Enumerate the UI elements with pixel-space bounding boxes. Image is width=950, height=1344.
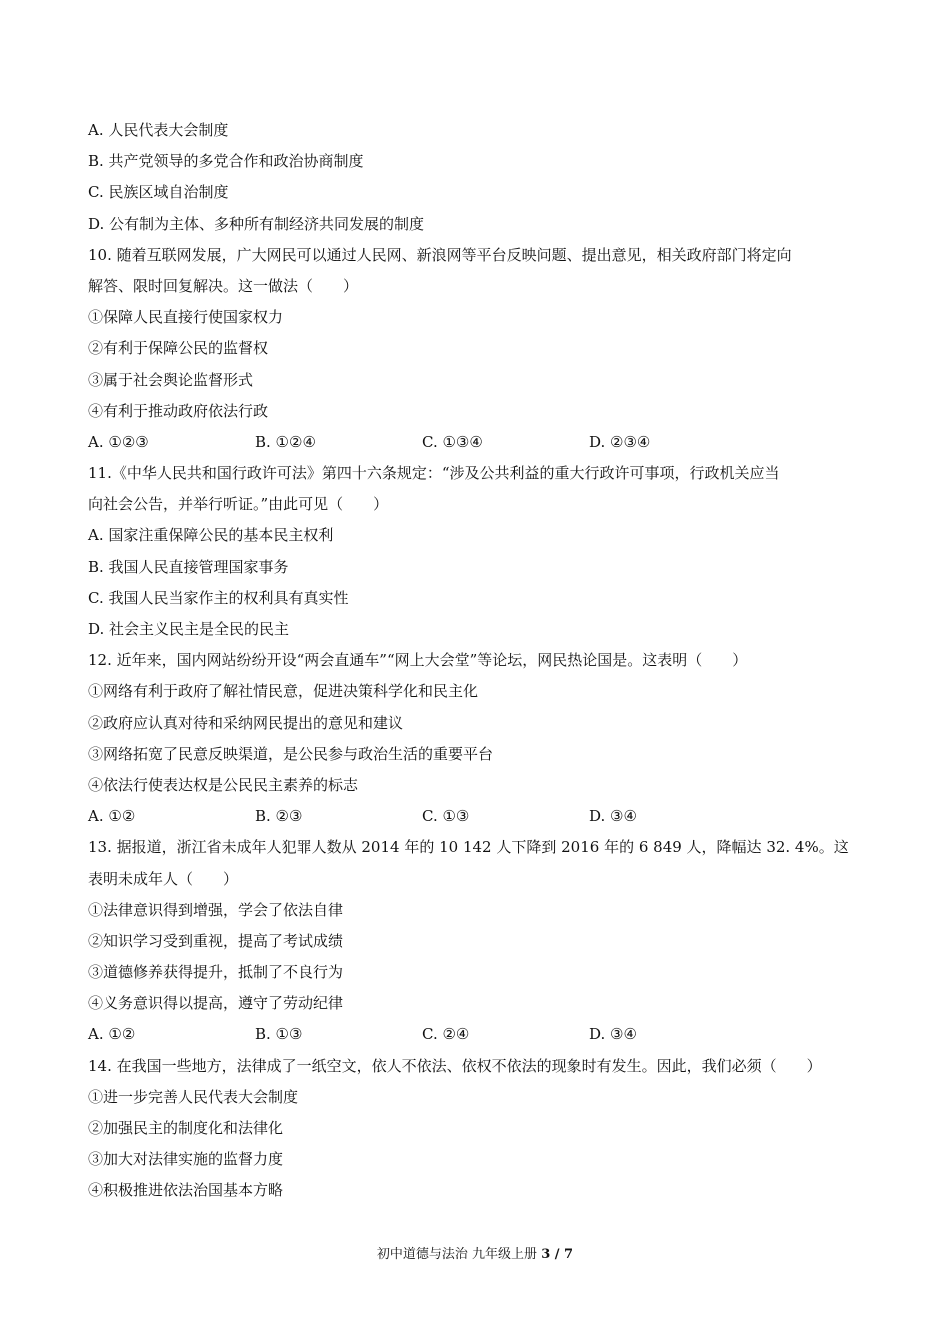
q9-option-c: C. 民族区域自治制度 — [88, 183, 229, 202]
q12-choice-b: B. ②③ — [255, 807, 303, 826]
q13-item-3: ③道德修养获得提升，抵制了不良行为 — [88, 963, 344, 982]
q13-choice-a: A. ①② — [88, 1025, 136, 1044]
q11-option-b: B. 我国人民直接管理国家事务 — [88, 557, 289, 576]
q10-choices — [88, 427, 868, 458]
q12-item-4: ④依法行使表达权是公民民主素养的标志 — [88, 775, 359, 794]
q10-item-1: ①保障人民直接行使国家权力 — [88, 308, 284, 327]
q13-item-4: ④义务意识得以提高，遵守了劳动纪律 — [88, 994, 344, 1013]
page-number: 3 / 7 — [541, 1247, 574, 1262]
q14-item-3: ③加大对法律实施的监督力度 — [88, 1150, 284, 1169]
q12-stem: 12. 近年来，国内网站纷纷开设“两会直通车”“网上大会堂”等论坛，网民热论国是。这表明（ ） — [88, 651, 748, 670]
q11-stem-line2: 向社会公告，并举行听证。”由此可见（ ） — [88, 495, 389, 514]
q10-choice-d: D. ②③④ — [589, 432, 651, 451]
q14-item-2: ②加强民主的制度化和法律化 — [88, 1119, 284, 1137]
page-footer — [0, 1243, 950, 1262]
q9-option-d: D. 公有制为主体、多种所有制经济共同发展的制度 — [88, 214, 425, 233]
q10-stem-line1: 10. 随着互联网发展，广大网民可以通过人民网、新浪网等平台反映问题、提出意见，相关政府部门将定向 — [88, 245, 792, 264]
q11-option-c: C. 我国人民当家作主的权利具有真实性 — [88, 588, 349, 607]
q12-choices — [88, 801, 868, 832]
q13-stem-line1: 13. 据报道，浙江省未成年人犯罪人数从 2014 年的 10 142 人下降到 2016 年的 6 849 人，降幅达 32. 4%。这 — [88, 838, 849, 857]
q10-item-2: ②有利于保障公民的监督权 — [88, 339, 269, 358]
footer-label: 初中道德与法治 九年级上册 — [376, 1247, 538, 1262]
q13-item-2: ②知识学习受到重视，提高了考试成绩 — [88, 931, 344, 950]
q14-item-1: ①进一步完善人民代表大会制度 — [88, 1087, 299, 1106]
q13-item-1: ①法律意识得到增强，学会了依法自律 — [88, 900, 344, 919]
q12-choice-c: C. ①③ — [422, 807, 470, 826]
q12-item-2: ②政府应认真对待和采纳网民提出的意见和建议 — [88, 713, 404, 732]
q14-item-4: ④积极推进依法治国基本方略 — [88, 1181, 284, 1200]
q10-stem-line2: 解答、限时回复解决。这一做法（ ） — [88, 276, 359, 295]
q12-item-3: ③网络拓宽了民意反映渠道，是公民参与政治生活的重要平台 — [88, 744, 494, 763]
q12-choice-a: A. ①② — [88, 807, 136, 826]
q13-choice-b: B. ①③ — [255, 1025, 303, 1044]
question-content — [88, 115, 868, 1207]
q13-choice-c: C. ②④ — [422, 1025, 470, 1044]
q9-option-b: B. 共产党领导的多党合作和政治协商制度 — [88, 152, 364, 171]
q9-option-a: A. 人民代表大会制度 — [88, 121, 229, 139]
q12-item-1: ①网络有利于政府了解社情民意，促进决策科学化和民主化 — [88, 682, 479, 701]
q11-option-d: D. 社会主义民主是全民的民主 — [88, 620, 290, 638]
q13-stem-line2: 表明未成年人（ ） — [88, 869, 239, 888]
q10-choice-b: B. ①②④ — [255, 432, 316, 451]
q11-option-a: A. 国家注重保障公民的基本民主权利 — [88, 526, 334, 545]
q11-stem-line1: 11.《中华人民共和国行政许可法》第四十六条规定：“涉及公共利益的重大行政许可事项，行政机关应当 — [88, 464, 780, 483]
q10-choice-c: C. ①③④ — [422, 432, 483, 451]
q10-choice-a: A. ①②③ — [88, 432, 149, 451]
q10-item-3: ③属于社会舆论监督形式 — [88, 370, 254, 389]
q13-choices — [88, 1019, 868, 1050]
q10-item-4: ④有利于推动政府依法行政 — [88, 401, 269, 420]
q14-stem: 14. 在我国一些地方，法律成了一纸空文，依人不依法、依权不依法的现象时有发生。因此，我们必须（ ） — [88, 1056, 822, 1075]
q12-choice-d: D. ③④ — [589, 807, 637, 826]
q13-choice-d: D. ③④ — [589, 1025, 637, 1044]
